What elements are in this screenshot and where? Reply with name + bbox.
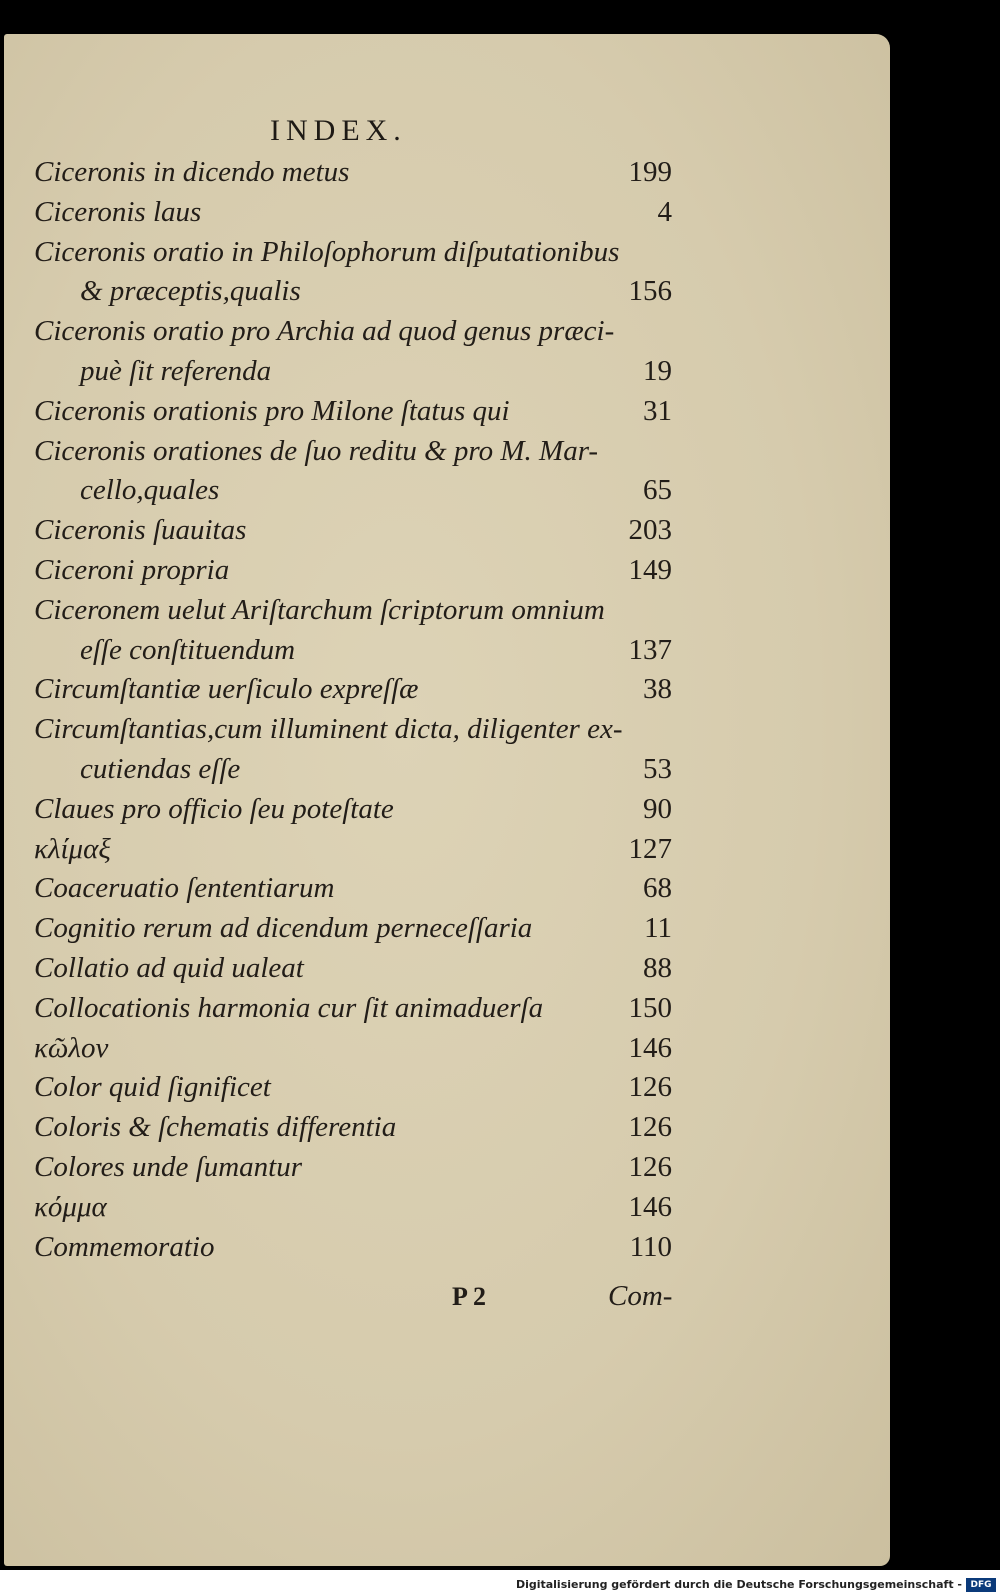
credit-bar bbox=[0, 1570, 1000, 1596]
page-reference: 203 bbox=[628, 514, 672, 547]
index-entry-text: Commemoratio bbox=[34, 1230, 215, 1263]
credit-text: Digitalisierung gefördert durch die Deutsche Forschungsgemeinschaft - bbox=[515, 1578, 962, 1591]
index-entry-text: Ciceroni propria bbox=[34, 554, 230, 586]
page-reference: 90 bbox=[643, 792, 672, 825]
page-reference: 156 bbox=[628, 275, 672, 308]
index-entry-text: Colores unde ſumantur bbox=[34, 1151, 302, 1183]
page-reference: 31 bbox=[643, 394, 672, 427]
page-heading: INDEX. bbox=[270, 114, 407, 147]
page-reference: 110 bbox=[629, 1230, 672, 1263]
signature-mark: P 2 bbox=[452, 1282, 486, 1311]
page-reference: 65 bbox=[643, 474, 672, 507]
index-entry-text: Ciceronis orationis pro Milone ſtatus qui bbox=[34, 394, 510, 427]
index-entry-text: Collocationis harmonia cur ſit animaduerſa bbox=[34, 991, 544, 1024]
index-entry-text: Claues pro officio ſeu poteſtate bbox=[34, 792, 394, 825]
index-entry-text: Cognitio rerum ad dicendum perneceſſaria bbox=[34, 912, 533, 945]
page-reference: 38 bbox=[643, 673, 672, 706]
page-reference: 68 bbox=[643, 872, 672, 905]
page-reference: 53 bbox=[643, 753, 672, 785]
index-entry-text: eſſe conſtituendum bbox=[80, 633, 296, 666]
index-entry-text: puè ſit referenda bbox=[80, 355, 272, 387]
index-entry-text: Color quid ſignificet bbox=[34, 1071, 271, 1104]
page-reference: 88 bbox=[643, 952, 672, 984]
page-reference: 126 bbox=[628, 1111, 672, 1144]
index-entry-text: Ciceronis oratio pro Archia ad quod genus præci- bbox=[34, 315, 615, 348]
page-reference: 127 bbox=[628, 832, 672, 865]
index-entry-text: Ciceronis laus bbox=[34, 195, 202, 228]
index-entry-text: Ciceronis in dicendo metus bbox=[34, 156, 350, 188]
index-entry-text: cutiendas eſſe bbox=[80, 753, 241, 785]
page-reference: 146 bbox=[628, 1190, 672, 1223]
index-entry-text: κλίμαξ bbox=[34, 832, 111, 865]
index-entry-text: κόμμα bbox=[34, 1190, 107, 1223]
index-entry-text: Circumſtantiæ uerſiculo expreſſæ bbox=[34, 673, 419, 706]
index-entry-text: cello,quales bbox=[80, 474, 220, 507]
page-reference: 126 bbox=[628, 1071, 672, 1104]
index-entry-text: & præceptis,qualis bbox=[80, 275, 301, 308]
page-reference: 146 bbox=[628, 1031, 672, 1064]
index-entry-text: Coaceruatio ſententiarum bbox=[34, 872, 335, 905]
index-entry-text: Circumſtantias,cum illuminent dicta, diligenter ex- bbox=[34, 713, 623, 746]
dfg-logo: DFG bbox=[966, 1578, 996, 1592]
index-entry-text: Ciceronis ſuauitas bbox=[34, 514, 247, 547]
page-reference: 4 bbox=[657, 195, 672, 228]
index-entry-text: Coloris & ſchematis differentia bbox=[34, 1111, 397, 1144]
index-entry-text: κῶλον bbox=[34, 1031, 109, 1064]
index-entry-text: Ciceronem uelut Ariſtarchum ſcriptorum omnium bbox=[34, 593, 605, 626]
page-reference: 150 bbox=[628, 991, 672, 1024]
catchword: Com- bbox=[608, 1280, 673, 1312]
index-entry-text: Ciceronis oratio in Philoſophorum diſputationibus bbox=[34, 235, 620, 268]
index-entry-text: Ciceronis orationes de ſuo reditu & pro M. Mar- bbox=[34, 434, 599, 467]
page-reference: 199 bbox=[628, 156, 672, 188]
page-reference: 126 bbox=[628, 1151, 672, 1183]
index-entry-text: Collatio ad quid ualeat bbox=[34, 952, 304, 984]
page-reference: 11 bbox=[644, 912, 672, 945]
page-reference: 137 bbox=[628, 633, 672, 666]
page-reference: 19 bbox=[643, 355, 672, 387]
page-reference: 149 bbox=[628, 554, 672, 586]
